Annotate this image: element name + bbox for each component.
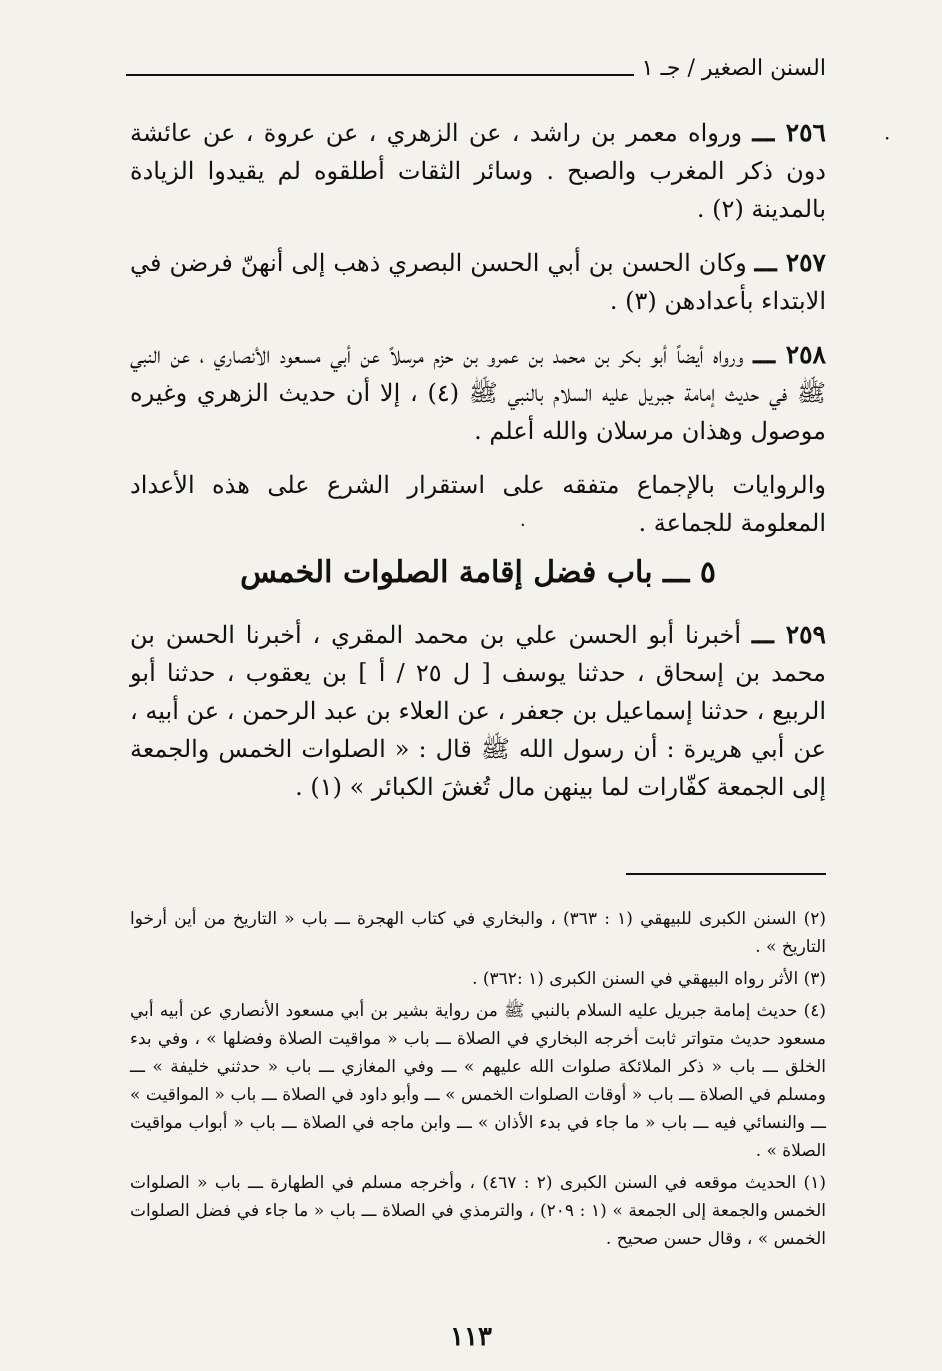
hadith-number: ٢٥٩ ـــ — [751, 620, 826, 649]
footnote-2: (٢) السنن الكبرى للبيهقي (١ : ٣٦٣) ، والبخاري في كتاب الهجرة ـــ باب « التاريخ من أين أرخوا التاريخ » . — [130, 909, 826, 957]
chapter-title: ٥ ـــ باب فضل إقامة الصلوات الخمس — [240, 555, 716, 590]
paragraph-text: ورواه أيضاً أبو بكر بن محمد بن عمرو بن حزم مرسلاً عن أبي مسعود الأنصاري ، عن النبي ﷺ في حديث إمامة جبريل عليه السلام بالنبي ﷺ (٤) ، إلا أن حديث الزهري وغيره موصول وهذان مرسلان والله أعلم . — [130, 341, 826, 445]
running-head: السنن الصغير / جـ ١ — [634, 56, 826, 81]
paragraph-258 — [130, 336, 826, 450]
header-rule — [126, 74, 641, 76]
stray-dot: · — [520, 515, 526, 536]
hadith-number: ٢٥٨ ـــ — [753, 340, 826, 369]
paragraph-257 — [130, 244, 826, 320]
paragraph-259 — [130, 616, 826, 806]
paragraph-consensus — [130, 466, 826, 542]
hadith-number: ٢٥٧ ـــ — [754, 248, 826, 277]
hadith-block — [130, 616, 826, 822]
footnote-1: (١) الحديث موقعه في السنن الكبرى (٢ : ٤٦٧) ، وأخرجه مسلم في الطهارة ـــ باب « الصلوات الخمس والجمعة إلى الجمعة » (١ : ٢٠٩) ، والترمذي في الصلاة ـــ باب « ما جاء في فضل الصلوات الخمس » ، وقال حسن صحيح . — [130, 1173, 826, 1249]
paragraph-text: ورواه معمر بن راشد ، عن الزهري ، عن عروة ، عن عائشة دون ذكر المغرب والصبح . وسائر الثقات أطلقوه لم يقيدوا الزيادة بالمدينة (٢) . — [130, 119, 826, 223]
paragraph-text: وكان الحسن بن أبي الحسن البصري ذهب إلى أنهنّ فرضن في الابتداء بأعدادهن (٣) . — [130, 249, 826, 315]
page-header — [126, 52, 826, 82]
footnote-4: (٤) حديث إمامة جبريل عليه السلام بالنبي ﷺ من رواية بشير بن أبي مسعود الأنصاري عن أبيه أبي مسعود حديث متواتر ثابت أخرجه البخاري في الصلاة ـــ باب « مواقيت الصلاة وفضلها » ، وفي بدء الخلق ـــ باب « ذكر الملائكة صلوات الله عليهم » ـــ وفي المغازي ـــ باب « حدثني خليفة » ـــ ومسلم في الصلاة ـــ باب « أوقات الصلوات الخمس » ـــ وأبو داود في الصلاة ـــ باب « المواقيت » ـــ والنسائي فيه ـــ باب « ما جاء في بدء الأذان » ـــ وابن ماجه في الصلاة ـــ باب « أبواب مواقيت الصلاة » . — [130, 1001, 826, 1161]
paragraph-256 — [130, 114, 826, 228]
footnote-3: (٣) الأثر رواه البيهقي في السنن الكبرى (١ :٣٦٢) . — [472, 969, 826, 989]
hadith-number: ٢٥٦ ـــ — [752, 118, 826, 147]
page-number: ١١٣ — [450, 1322, 492, 1352]
paragraph-text: أخبرنا أبو الحسن علي بن محمد المقري ، أخبرنا الحسن بن محمد بن إسحاق ، حدثنا يوسف [ ل ٢٥ / أ ] بن يعقوب ، حدثنا أبو الربيع ، حدثنا إسماعيل بن جعفر ، عن العلاء بن عبد الرحمن ، عن أبيه ، عن أبي هريرة : أن رسول الله ﷺ قال : « الصلوات الخمس والجمعة إلى الجمعة كفّارات لما بينهن مال تُغشَ الكبائر » (١) . — [130, 621, 826, 801]
paragraph-text: والروايات بالإجماع متفقه على استقرار الشرع على هذه الأعداد المعلومة للجماعة . — [130, 471, 826, 537]
margin-dot: · — [884, 126, 891, 150]
main-text — [130, 114, 826, 558]
footnote-separator — [626, 873, 826, 875]
footnotes — [130, 905, 826, 1257]
